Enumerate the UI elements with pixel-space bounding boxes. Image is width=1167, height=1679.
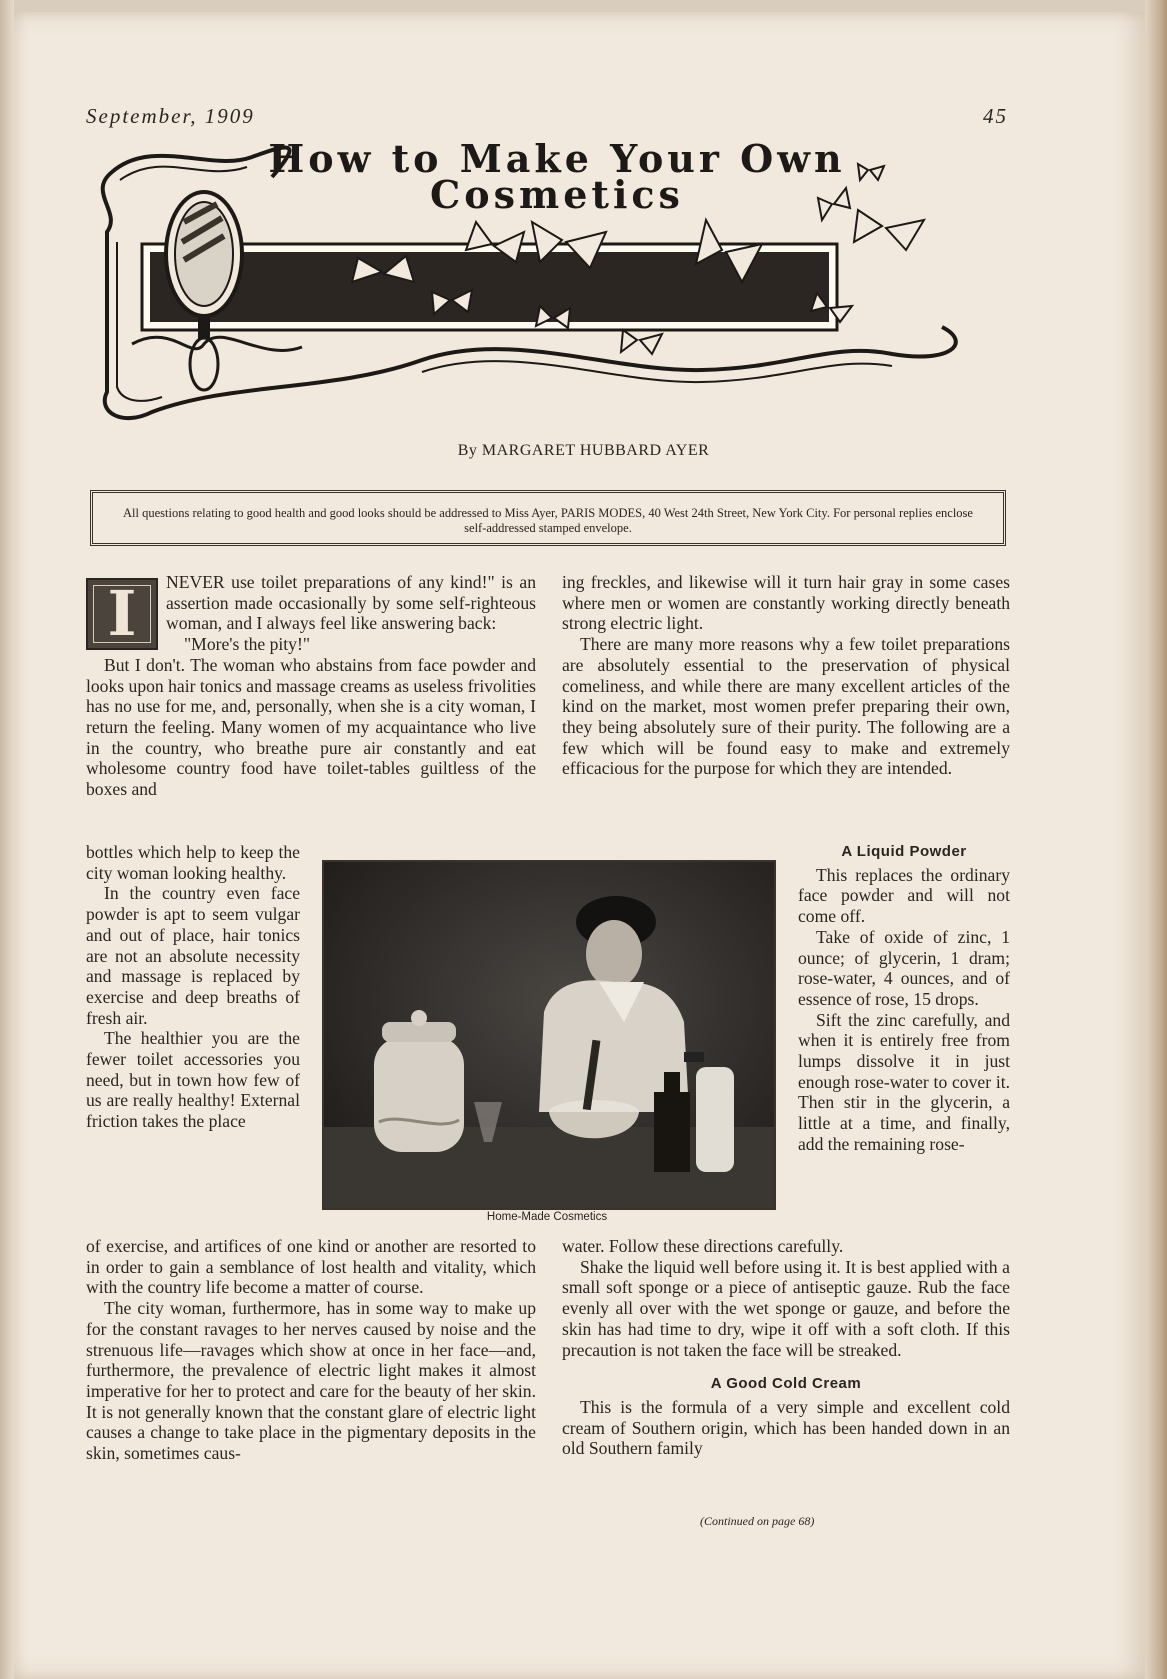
paragraph: ing freckles, and likewise will it turn hair gray in some cases where men or women are constantly working directly beneath strong electric light. xyxy=(562,572,1010,634)
article-title-line1: How to Make Your Own xyxy=(268,136,846,181)
left-column-top xyxy=(86,572,536,800)
left-column-bottom xyxy=(86,1236,536,1464)
paragraph: This replaces the ordinary face powder and will not come off. xyxy=(798,864,1010,927)
right-column-narrow xyxy=(798,838,1010,1155)
page-number: 45 xyxy=(983,104,1008,128)
photo-caption: Home-Made Cosmetics xyxy=(486,1211,608,1223)
title-ornament xyxy=(92,132,1022,432)
subhead-liquid-powder: A Liquid Powder xyxy=(841,843,967,860)
page-edge xyxy=(1145,0,1167,1679)
right-column-top xyxy=(562,572,1010,779)
paragraph: The healthier you are the fewer toilet accessories you need, but in town how few of us are really healthy! External friction takes the place xyxy=(86,1028,300,1132)
article-title-line2: Cosmetics xyxy=(430,172,684,217)
paragraph: But I don't. The woman who abstains from face powder and looks upon hair tonics and massage creams as useless frivolities has no use for me, and, personally, when she is a city woman, I return the feeling. Many women of my acquaintance who live in the country, who breathe pure air constantly and eat wholesome country food have toilet-tables guiltless of the boxes and xyxy=(86,654,537,800)
paragraph: Sift the zinc carefully, and when it is entirely free from lumps dissolve it in just enough rose-water to cover it. Then stir in the glycerin, a little at a time, and finally, add the remaining rose- xyxy=(798,1009,1010,1154)
paragraph: The city woman, furthermore, has in some way to make up for the constant ravages to her nerves caused by noise and the strenuous life—ravages which show at once in her face—and, furthermore, the prevalence of electric light makes it almost imperative for her to protect and care for the beauty of her skin. It is not generally known that the constant glare of electric light causes a change to take place in the pigmentary deposits in the skin, sometimes caus- xyxy=(86,1298,536,1464)
paragraph: "More's the pity!" xyxy=(184,634,311,655)
paragraph: In the country even face powder is apt to seem vulgar and out of place, hair tonics are not an absolute necessity and massage is replaced by exercise and deep breaths of fresh air. xyxy=(86,883,300,1028)
byline: By MARGARET HUBBARD AYER xyxy=(457,442,710,459)
reader-notice: All questions relating to good health and good looks should be addressed to Miss Ayer, PARIS MODES, 40 West 24th Street, New York City. For personal replies enclose self-addressed stamped envelope. xyxy=(90,490,1006,546)
page-spine xyxy=(0,0,14,1679)
left-column-narrow xyxy=(86,842,300,1132)
paragraph: Take of oxide of zinc, 1 ounce; of glycerin, 1 dram; rose-water, 4 ounces, and of essence of rose, 15 drops. xyxy=(798,926,1010,1009)
paragraph: of exercise, and artifices of one kind or another are resorted to in order to gain a semblance of lost health and vitality, which with the country life become a matter of course. xyxy=(86,1236,536,1298)
drop-cap: I xyxy=(86,578,158,650)
paragraph: There are many more reasons why a few toilet preparations are absolutely essential to the preservation of physical comeliness, and while there are many excellent articles of the kind on the market, most women prefer preparing their own, they being absolutely sure of their purity. The following are a few which will be found easy to make and extremely efficacious for the purpose for which they are intended. xyxy=(562,634,1010,779)
paragraph: water. Follow these directions carefully. xyxy=(562,1236,844,1256)
paragraph: This is the formula of a very simple and excellent cold cream of Southern origin, which has been handed down in an old Southern family xyxy=(562,1396,1010,1459)
running-head-date: September, 1909 xyxy=(86,104,255,128)
continued-note: (Continued on page 68) xyxy=(700,1514,815,1528)
intro-paragraph: NEVER use toilet preparations of any kind!" is an assertion made occasionally by some self-righteous woman, and I always feel like answering back: xyxy=(166,572,536,634)
photo-woman-mixing-cosmetics xyxy=(322,860,776,1210)
paragraph: bottles which help to keep the city woman looking healthy. xyxy=(86,842,300,883)
paragraph: Shake the liquid well before using it. It is best applied with a small soft sponge or a piece of antiseptic gauze. Rub the face evenly all over with the wet sponge or gauze, and before the skin has had time to dry, wipe it off with a soft cloth. If this precaution is not taken the face will be streaked. xyxy=(562,1256,1010,1360)
right-column-bottom xyxy=(562,1236,1010,1459)
subhead-cold-cream: A Good Cold Cream xyxy=(710,1375,862,1393)
